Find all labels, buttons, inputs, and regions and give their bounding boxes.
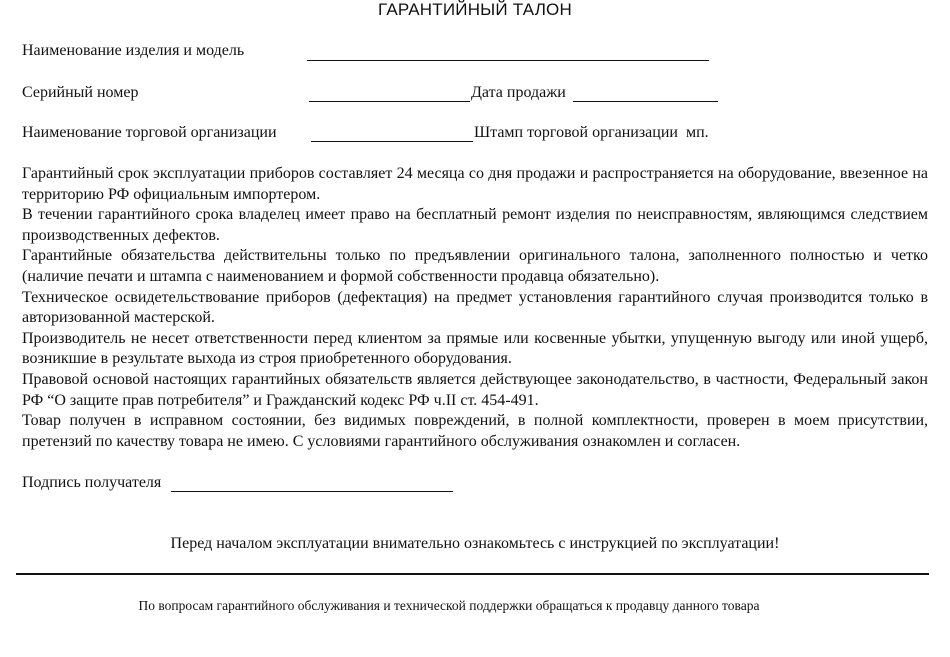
support-footer: По вопросам гарантийного обслуживания и технической поддержки обращаться к продавцу данного товара	[138, 598, 760, 613]
terms-paragraph: Правовой основой настоящих гарантийных обязательств является действующее законодательство, в частности, Федеральный закон РФ “О защите прав потребителя” и Гражданский кодекс РФ ч.II ст. 454-491.	[22, 370, 928, 409]
instruction-notice: Перед началом эксплуатации внимательно ознакомьтесь с инструкцией по эксплуатации!	[170, 535, 780, 552]
trade-org-label: Наименование торговой организации	[22, 124, 277, 141]
product-model-label: Наименование изделия и модель	[22, 42, 245, 59]
horizontal-divider	[16, 573, 929, 575]
terms-paragraph: В течении гарантийного срока владелец имеет право на бесплатный ремонт изделия по неисправностям, являющимся следствием производственных дефектов.	[22, 206, 928, 244]
product-model-blank[interactable]	[307, 60, 709, 61]
document-title: ГАРАНТИЙНЫЙ ТАЛОН	[378, 0, 572, 19]
serial-number-label: Серийный номер	[22, 84, 139, 101]
sale-date-label: Дата продажи	[471, 84, 566, 101]
terms-paragraph: Гарантийные обязательства действительны только по предъявлении оригинального талона, заполненного полностью и четко (наличие печати и штампа с наименованием и формой собственности продавца обязательно).	[22, 247, 928, 285]
stamp-label: Штамп торговой организации мп.	[474, 124, 709, 141]
warranty-terms	[22, 164, 928, 452]
trade-org-blank[interactable]	[311, 141, 473, 142]
terms-paragraph: Гарантийный срок эксплуатации приборов составляет 24 месяца со дня продажи и распространяется на оборудование, ввезенное на территорию РФ официальным импортером.	[22, 165, 928, 203]
terms-paragraph: Товар получен в исправном состоянии, без видимых повреждений, в полной комплектности, проверен в моем присутствии, претензий по качеству товара не имею. С условиями гарантийного обслуживания ознакомлен и согласен.	[22, 412, 928, 450]
signature-blank[interactable]	[171, 491, 453, 492]
signature-label: Подпись получателя	[22, 474, 162, 491]
terms-paragraph: Техническое освидетельствование приборов (дефектация) на предмет установления гарантийного случая производится только в авторизованной мастерской.	[22, 288, 928, 327]
sale-date-blank[interactable]	[573, 101, 718, 102]
terms-paragraph: Производитель не несет ответственности перед клиентом за прямые или косвенные убытки, упущенную выгоду или иной ущерб, возникшие в результате выхода из строя приобретенного оборудования.	[22, 329, 928, 368]
serial-number-blank[interactable]	[309, 101, 470, 102]
